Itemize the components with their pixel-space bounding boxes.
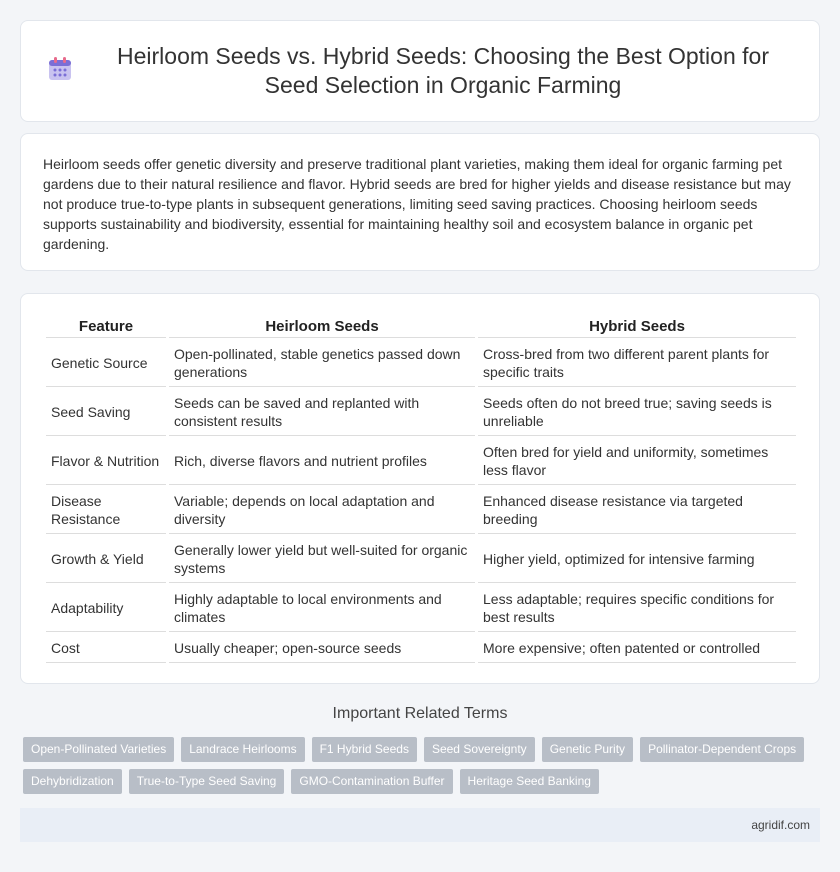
cell-heirloom: Open-pollinated, stable genetics passed down generations bbox=[169, 340, 475, 387]
title-card bbox=[20, 20, 820, 122]
calendar-icon bbox=[47, 56, 73, 82]
cell-feature: Seed Saving bbox=[46, 389, 166, 436]
cell-heirloom: Generally lower yield but well-suited for organic systems bbox=[169, 536, 475, 583]
cell-heirloom: Highly adaptable to local environments and climates bbox=[169, 585, 475, 632]
page-title: Heirloom Seeds vs. Hybrid Seeds: Choosing the Best Option for Seed Selection in Organic Farming bbox=[117, 43, 769, 98]
related-term-tag[interactable]: Seed Sovereignty bbox=[424, 737, 535, 762]
cell-feature: Genetic Source bbox=[46, 340, 166, 387]
comparison-table bbox=[43, 312, 799, 665]
related-term-tag[interactable]: F1 Hybrid Seeds bbox=[312, 737, 417, 762]
header-feature: Feature bbox=[46, 314, 166, 338]
cell-feature: Cost bbox=[46, 634, 166, 663]
footer bbox=[20, 808, 820, 842]
cell-heirloom: Rich, diverse flavors and nutrient profiles bbox=[169, 438, 475, 485]
related-term-tag[interactable]: True-to-Type Seed Saving bbox=[129, 769, 285, 794]
cell-feature: Flavor & Nutrition bbox=[46, 438, 166, 485]
table-header-row bbox=[46, 314, 796, 338]
cell-heirloom: Variable; depends on local adaptation and diversity bbox=[169, 487, 475, 534]
related-terms-list bbox=[23, 737, 823, 801]
related-terms-title: Important Related Terms bbox=[332, 705, 508, 722]
header-heirloom: Heirloom Seeds bbox=[169, 314, 475, 338]
cell-feature: Disease Resistance bbox=[46, 487, 166, 534]
related-term-tag[interactable]: Heritage Seed Banking bbox=[460, 769, 599, 794]
cell-hybrid: More expensive; often patented or controlled bbox=[478, 634, 796, 663]
table-row bbox=[46, 487, 796, 534]
cell-hybrid: Enhanced disease resistance via targeted breeding bbox=[478, 487, 796, 534]
table-row bbox=[46, 340, 796, 387]
related-term-tag[interactable]: Genetic Purity bbox=[542, 737, 633, 762]
comparison-card bbox=[20, 293, 820, 684]
related-term-tag[interactable]: Open-Pollinated Varieties bbox=[23, 737, 174, 762]
cell-feature: Growth & Yield bbox=[46, 536, 166, 583]
cell-hybrid: Often bred for yield and uniformity, sometimes less flavor bbox=[478, 438, 796, 485]
intro-paragraph: Heirloom seeds offer genetic diversity and preserve traditional plant varieties, making them ideal for organic farming pet gardens due to their natural resilience and flavor. Hybrid seeds are bred for higher yields and disease resistance but may not produce true-to-type plants in subsequent generations, limiting seed saving practices. Choosing heirloom seeds supports sustainability and biodiversity, essential for maintaining healthy soil and ecosystem balance in organic pet gardening. bbox=[43, 156, 791, 252]
related-term-tag[interactable]: Landrace Heirlooms bbox=[181, 737, 304, 762]
related-term-tag[interactable]: Dehybridization bbox=[23, 769, 122, 794]
intro-card bbox=[20, 133, 820, 271]
related-term-tag[interactable]: Pollinator-Dependent Crops bbox=[640, 737, 804, 762]
table-row bbox=[46, 438, 796, 485]
cell-hybrid: Cross-bred from two different parent plants for specific traits bbox=[478, 340, 796, 387]
cell-feature: Adaptability bbox=[46, 585, 166, 632]
related-term-tag[interactable]: GMO-Contamination Buffer bbox=[291, 769, 452, 794]
cell-hybrid: Seeds often do not breed true; saving seeds is unreliable bbox=[478, 389, 796, 436]
header-hybrid: Hybrid Seeds bbox=[478, 314, 796, 338]
footer-site-link[interactable]: agridif.com bbox=[751, 818, 810, 832]
cell-heirloom: Seeds can be saved and replanted with consistent results bbox=[169, 389, 475, 436]
table-row bbox=[46, 585, 796, 632]
table-row bbox=[46, 634, 796, 663]
cell-hybrid: Less adaptable; requires specific conditions for best results bbox=[478, 585, 796, 632]
cell-heirloom: Usually cheaper; open-source seeds bbox=[169, 634, 475, 663]
table-row bbox=[46, 536, 796, 583]
table-row bbox=[46, 389, 796, 436]
cell-hybrid: Higher yield, optimized for intensive farming bbox=[478, 536, 796, 583]
